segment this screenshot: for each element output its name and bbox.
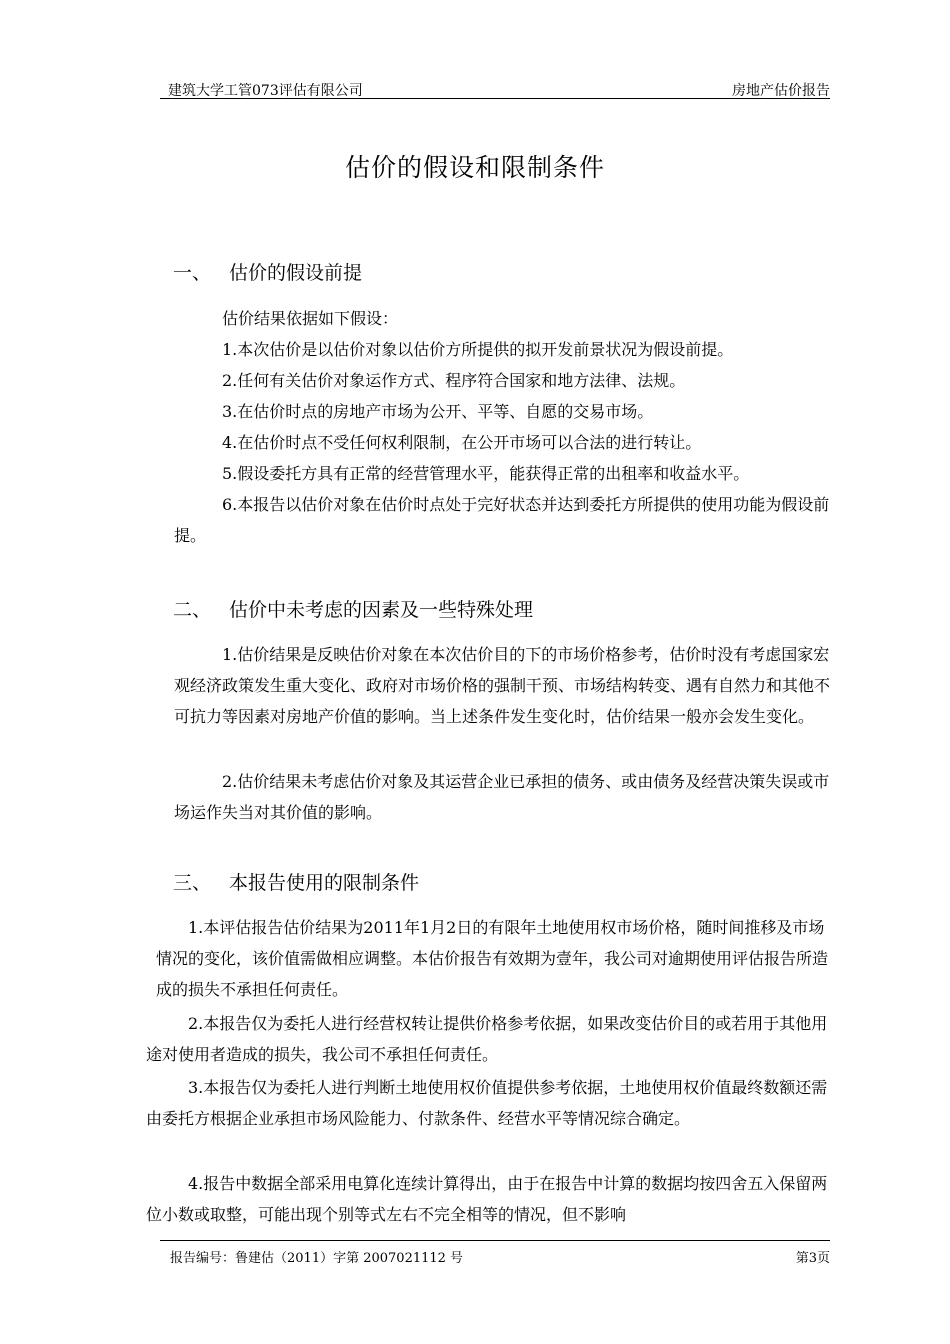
page-title: 估价的假设和限制条件 xyxy=(344,153,605,182)
section-1-item-1: 1.本次估价是以估价对象以估价方所提供的拟开发前景状况为假设前提。 xyxy=(222,340,734,359)
section-1-item-6: 6.本报告以估价对象在估价时点处于完好状态并达到委托方所提供的使用功能为假设前提。 xyxy=(174,495,830,545)
page-header xyxy=(160,80,830,99)
header-doc-type: 房地产估价报告 xyxy=(732,83,830,99)
page-footer xyxy=(160,1240,830,1266)
section-2-number: 二、 xyxy=(173,599,212,621)
section-1-intro: 估价结果依据如下假设： xyxy=(222,309,399,328)
section-3-heading xyxy=(173,868,419,895)
section-3-title: 本报告使用的限制条件 xyxy=(229,872,420,894)
footer-page-number: 第3页 xyxy=(795,1251,830,1266)
section-1-heading xyxy=(173,258,362,285)
section-2-item-2: 2.估价结果未考虑估价对象及其运营企业已承担的债务、或由债务及经营决策失误或市场运作失当对其价值的影响。 xyxy=(174,772,830,822)
section-1-title: 估价的假设前提 xyxy=(229,262,363,284)
section-3-number: 三、 xyxy=(173,872,212,894)
section-1-item-3: 3.在估价时点的房地产市场为公开、平等、自愿的交易市场。 xyxy=(222,402,654,421)
section-1-item-2: 2.任何有关估价对象运作方式、程序符合国家和地方法律、法规。 xyxy=(222,371,686,390)
section-3-item-4: 4.报告中数据全部采用电算化连续计算得出，由于在报告中计算的数据均按四舍五入保留两位小数或取整，可能出现个别等式左右不完全相等的情况，但不影响 xyxy=(146,1174,828,1224)
section-1-item-4: 4.在估价时点不受任何权利限制，在公开市场可以合法的进行转让。 xyxy=(222,433,702,452)
section-1-number: 一、 xyxy=(173,262,212,284)
section-2-item-1: 1.估价结果是反映估价对象在本次估价目的下的市场价格参考，估价时没有考虑国家宏观经济政策发生重大变化、政府对市场价格的强制干预、市场结构转变、遇有自然力和其他不可抗力等因素对房地产价值的影响。当上述条件发生变化时，估价结果一般亦会发生变化。 xyxy=(174,645,831,726)
footer-report-number: 报告编号：鲁建估（2011）字第 2007021112 号 xyxy=(170,1251,464,1266)
section-3-item-1: 1.本评估报告估价结果为2011年1月2日的有限年土地使用权市场价格，随时间推移及市场情况的变化，该价值需做相应调整。本估价报告有效期为壹年，我公司对逾期使用评估报告所造成的损失不承担任何责任。 xyxy=(156,918,829,999)
header-company: 建筑大学工管073评估有限公司 xyxy=(168,83,363,99)
section-2-title: 估价中未考虑的因素及一些特殊处理 xyxy=(229,599,534,621)
section-2-heading xyxy=(173,595,533,622)
section-1-item-5: 5.假设委托方具有正常的经营管理水平，能获得正常的出租率和收益水平。 xyxy=(222,464,750,483)
section-3-item-2: 2.本报告仅为委托人进行经营权转让提供价格参考依据，如果改变估价目的或若用于其他用途对使用者造成的损失，我公司不承担任何责任。 xyxy=(146,1014,828,1064)
section-3-item-3: 3.本报告仅为委托人进行判断土地使用权价值提供参考依据，土地使用权价值最终数额还需由委托方根据企业承担市场风险能力、付款条件、经营水平等情况综合确定。 xyxy=(146,1078,828,1128)
